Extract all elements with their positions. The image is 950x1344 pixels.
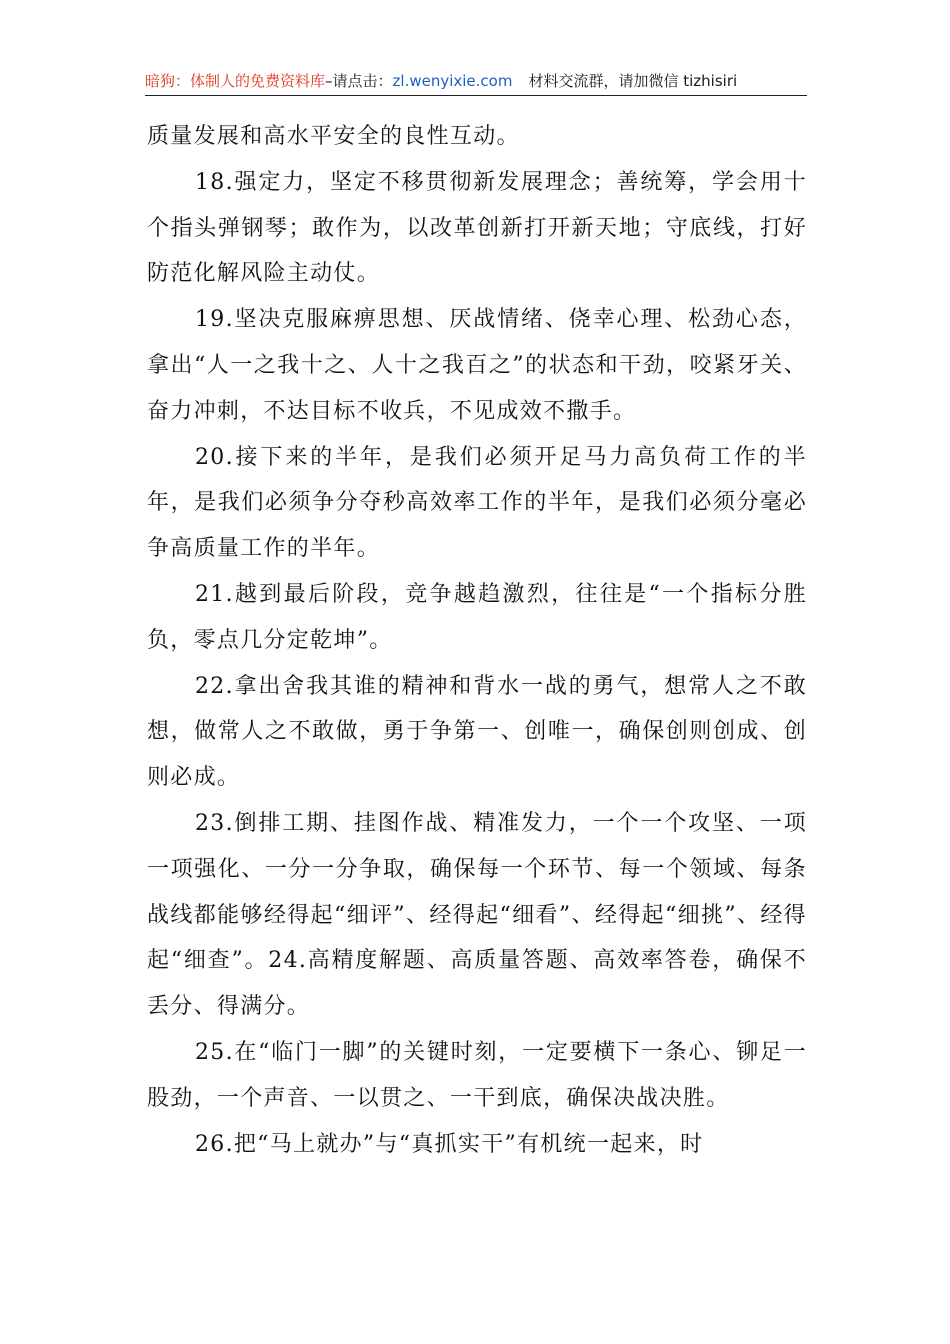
paragraph-18: 18.强定力，坚定不移贯彻新发展理念；善统筹，学会用十个指头弹钢琴；敢作为，以改革创新打开新天地；守底线，打好防范化解风险主动仗。 <box>147 169 807 287</box>
paragraph-20: 20.接下来的半年，是我们必须开足马力高负荷工作的半年，是我们必须争分夺秒高效率工作的半年，是我们必须分毫必争高质量工作的半年。 <box>147 444 807 562</box>
header-click-prompt: –请点击： <box>325 72 393 90</box>
header-brand: 暗狗：体制人的免费资料库 <box>145 72 326 90</box>
header-contact: 材料交流群，请加微信 tizhisiri <box>528 72 738 90</box>
paragraph-continuation: 质量发展和高水平安全的良性互动。 <box>147 124 520 149</box>
header-divider <box>145 95 807 96</box>
paragraph-21: 21.越到最后阶段，竞争越趋激烈，往往是“一个指标分胜负，零点几分定乾坤”。 <box>147 581 807 653</box>
page-header <box>145 66 807 96</box>
header-url-link[interactable]: zl.wenyixie.com <box>392 72 513 90</box>
paragraph-25: 25.在“临门一脚”的关键时刻，一定要横下一条心、铆足一股劲，一个声音、一以贯之、一干到底，确保决战决胜。 <box>147 1039 807 1111</box>
paragraph-23-24: 23.倒排工期、挂图作战、精准发力，一个一个攻坚、一项一项强化、一分一分争取，确保每一个环节、每一个领域、每条战线都能够经得起“细评”、经得起“细看”、经得起“细挑”、经得起“细查”。24.高精度解题、高质量答题、高效率答卷，确保不丢分、得满分。 <box>147 810 807 1020</box>
document-body <box>147 114 807 1167</box>
paragraph-26: 26.把“马上就办”与“真抓实干”有机统一起来，时 <box>195 1131 704 1157</box>
paragraph-22: 22.拿出舍我其谁的精神和背水一战的勇气，想常人之不敢想，做常人之不敢做，勇于争第一、创唯一，确保创则创成、创则必成。 <box>147 673 807 791</box>
paragraph-19: 19.坚决克服麻痹思想、厌战情绪、侥幸心理、松劲心态，拿出“人一之我十之、人十之我百之”的状态和干劲，咬紧牙关、奋力冲刺，不达目标不收兵，不见成效不撒手。 <box>147 307 807 424</box>
